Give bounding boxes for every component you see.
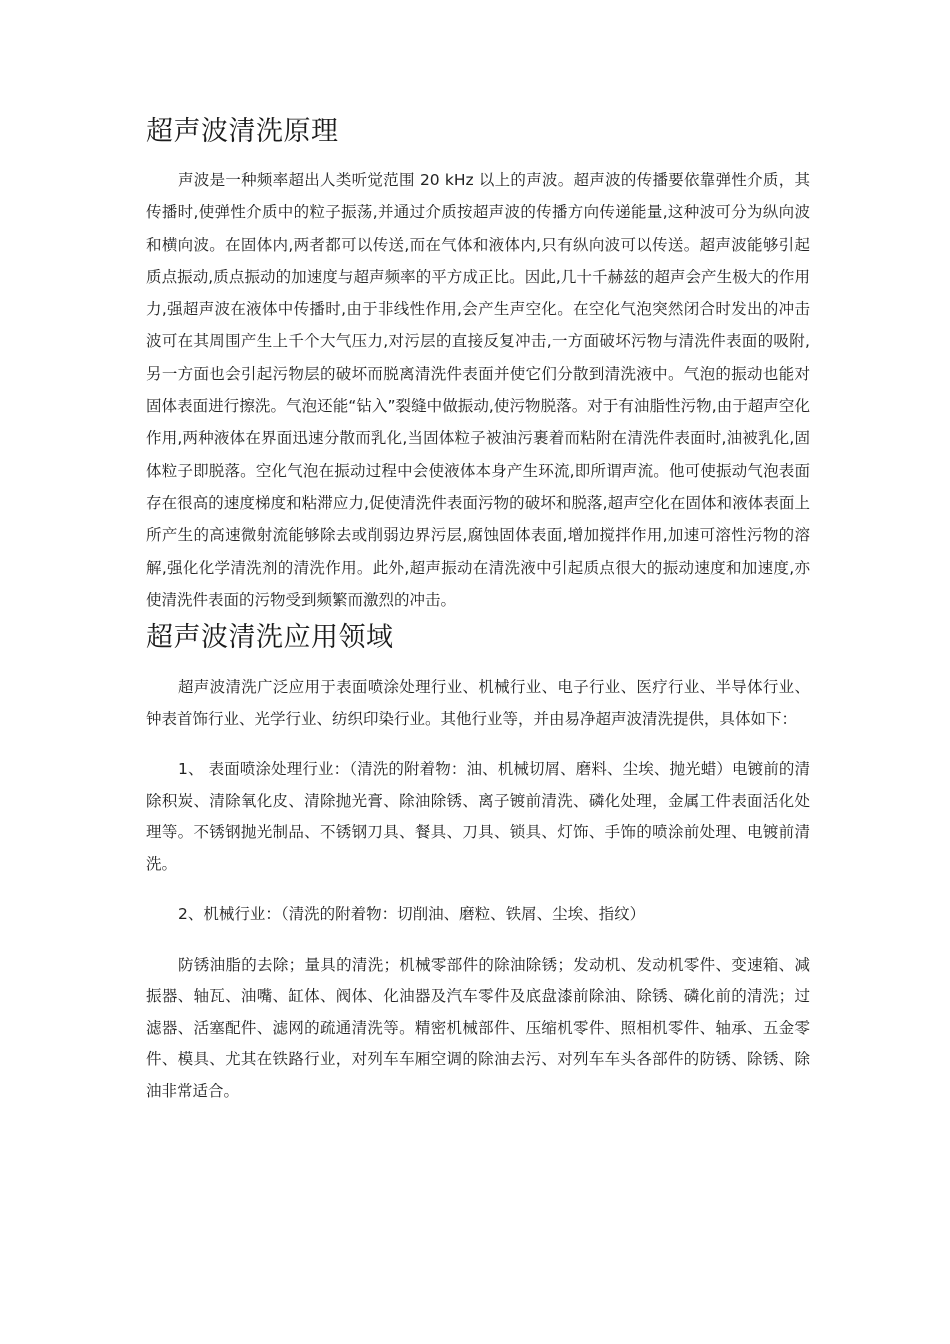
section-principle	[146, 112, 810, 616]
paragraph-principle: 声波是一种频率超出人类听觉范围 20 kHz 以上的声波。超声波的传播要依靠弹性介质，其传播时,使弹性介质中的粒子振荡,并通过介质按超声波的传播方向传递能量,这种波可分为纵向波和横向波。在固体内,两者都可以传送,而在气体和液体内,只有纵向波可以传送。超声波能够引起质点振动,质点振动的加速度与超声频率的平方成正比。因此,几十千赫兹的超声会产生极大的作用力,强超声波在液体中传播时,由于非线性作用,会产生声空化。在空化气泡突然闭合时发出的冲击波可在其周围产生上千个大气压力,对污层的直接反复冲击,一方面破坏污物与清洗件表面的吸附,另一方面也会引起污物层的破坏而脱离清洗件表面并使它们分散到清洗液中。气泡的振动也能对固体表面进行擦洗。气泡还能“钻入”裂缝中做振动,使污物脱落。对于有油脂性污物,由于超声空化作用,两种液体在界面迅速分散而乳化,当固体粒子被油污裹着而粘附在清洗件表面时,油被乳化,固体粒子即脱落。空化气泡在振动过程中会使液体本身产生环流,即所谓声流。他可使振动气泡表面存在很高的速度梯度和粘滞应力,促使清洗件表面污物的破坏和脱落,超声空化在固体和液体表面上所产生的高速微射流能够除去或削弱边界污层,腐蚀固体表面,增加搅拌作用,加速可溶性污物的溶解,强化化学清洗剂的清洗作用。此外,超声振动在清洗液中引起质点很大的振动速度和加速度,亦使清洗件表面的污物受到频繁而激烈的冲击。	[146, 171, 810, 609]
paragraph-machinery-details: 防锈油脂的去除；量具的清洗；机械零部件的除油除锈；发动机、发动机零件、变速箱、减振器、轴瓦、油嘴、缸体、阀体、化油器及汽车零件及底盘漆前除油、除锈、磷化前的清洗；过滤器、活塞配件、滤网的疏通清洗等。精密机械部件、压缩机零件、照相机零件、轴承、五金零件、模具、尤其在铁路行业，对列车车厢空调的除油去污、对列车车头各部件的防锈、除锈、除油非常适合。	[146, 955, 810, 1100]
list-item-surface-coating: 1、 表面喷涂处理行业：（清洗的附着物：油、机械切屑、磨料、尘埃、抛光蜡）电镀前的清除积炭、清除氧化皮、清除抛光膏、除油除锈、离子镀前清洗、磷化处理，金属工件表面活化处理等。不锈钢抛光制品、不锈钢刀具、餐具、刀具、锁具、灯饰、手饰的喷涂前处理、电镀前清洗。	[146, 760, 810, 873]
section-title-principle: 超声波清洗原理	[146, 116, 339, 147]
section-applications	[146, 618, 810, 1107]
section-title-applications: 超声波清洗应用领域	[146, 622, 394, 654]
list-item-machinery-header: 2、机械行业：（清洗的附着物：切削油、磨粒、铁屑、尘埃、指纹）	[178, 905, 646, 924]
paragraph-applications-intro: 超声波清洗广泛应用于表面喷涂处理行业、机械行业、电子行业、医疗行业、半导体行业、钟表首饰行业、光学行业、纺织印染行业。其他行业等，并由易净超声波清洗提供，具体如下：	[146, 678, 810, 728]
document-body	[146, 112, 810, 1107]
